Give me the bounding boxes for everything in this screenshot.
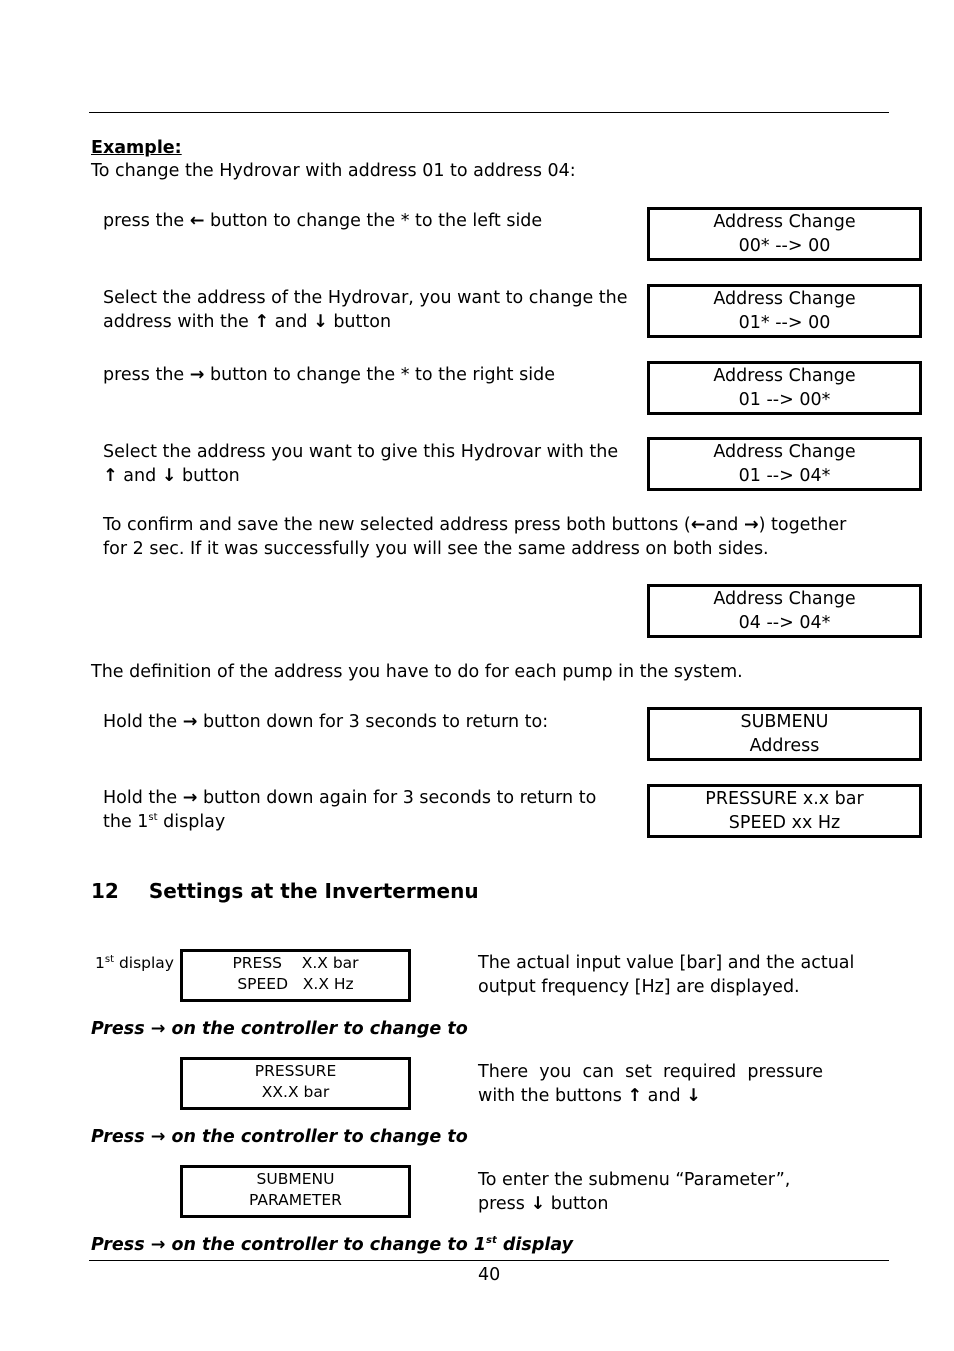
lcd-display: PRESSURE XX.X bar [180,1057,411,1110]
right-arrow-icon: → [150,1235,166,1255]
right-arrow-icon: → [150,1019,166,1039]
page-number: 40 [478,1265,501,1285]
lcd-display: PRESS X.X bar SPEED X.X Hz [180,949,411,1002]
lcd-display: Address Change 01* --> 00 [647,284,922,338]
confirm-text: To confirm and save the new selected address press both buttons (←and →) together for 2 sec. If it was successfully you will see the same address on both sides. [103,515,847,559]
example-intro: To change the Hydrovar with address 01 to address 04: [91,161,576,181]
definition-text: The definition of the address you have to do for each pump in the system. [91,662,743,682]
lcd-display: Address Change 04 --> 04* [647,584,922,638]
up-arrow-icon: ↑ [254,311,269,332]
header-rule [89,112,889,113]
description: The actual input value [bar] and the actual output frequency [Hz] are displayed. [478,953,855,997]
description: There you can set required pressure with the buttons ↑ and ↓ [478,1062,824,1106]
down-arrow-icon: ↓ [313,311,328,332]
lcd-display: Address Change 01 --> 04* [647,437,922,491]
right-arrow-icon: → [150,1127,166,1147]
hold-2-text: Hold the → button down again for 3 seconds to return to the 1st display [103,788,597,832]
lcd-display: SUBMENU PARAMETER [180,1165,411,1218]
right-arrow-icon: → [182,788,198,808]
section-number: 12 [91,879,119,903]
up-arrow-icon: ↑ [627,1085,643,1106]
down-arrow-icon: ↓ [161,465,177,486]
up-arrow-icon: ↑ [103,465,118,486]
down-arrow-icon: ↓ [686,1085,701,1106]
section-title: Settings at the Invertermenu [148,879,479,903]
press-instruction: Press → on the controller to change to [91,1127,468,1147]
left-arrow-icon: ← [189,211,205,231]
right-arrow-icon: → [743,515,759,535]
lcd-display: Address Change 00* --> 00 [647,207,922,261]
press-instruction: Press → on the controller to change to [91,1019,468,1039]
step-1-text: press the ← button to change the * to the left side [103,211,543,231]
example-label: Example: [91,138,182,158]
description: To enter the submenu “Parameter”, press ↓ button [478,1170,791,1214]
step-3-text: press the → button to change the * to the right side [103,365,555,385]
section-heading [91,880,479,904]
hold-1-text: Hold the → button down for 3 seconds to return to: [103,712,549,732]
lcd-display: SUBMENU Address [647,707,922,761]
first-display-label: 1st display [95,953,174,972]
lcd-display: PRESSURE x.x bar SPEED xx Hz [647,784,922,838]
down-arrow-icon: ↓ [530,1193,546,1214]
press-instruction-last: Press → on the controller to change to 1st display [91,1235,574,1255]
footer-rule [89,1260,889,1261]
step-4-text: Select the address you want to give this Hydrovar with the ↑ and ↓ button [103,442,619,486]
left-arrow-icon: ← [690,515,706,535]
lcd-display: Address Change 01 --> 00* [647,361,922,415]
step-2-text: Select the address of the Hydrovar, you want to change the address with the ↑ and ↓ button [103,288,628,332]
right-arrow-icon: → [182,712,198,732]
right-arrow-icon: → [189,365,205,385]
